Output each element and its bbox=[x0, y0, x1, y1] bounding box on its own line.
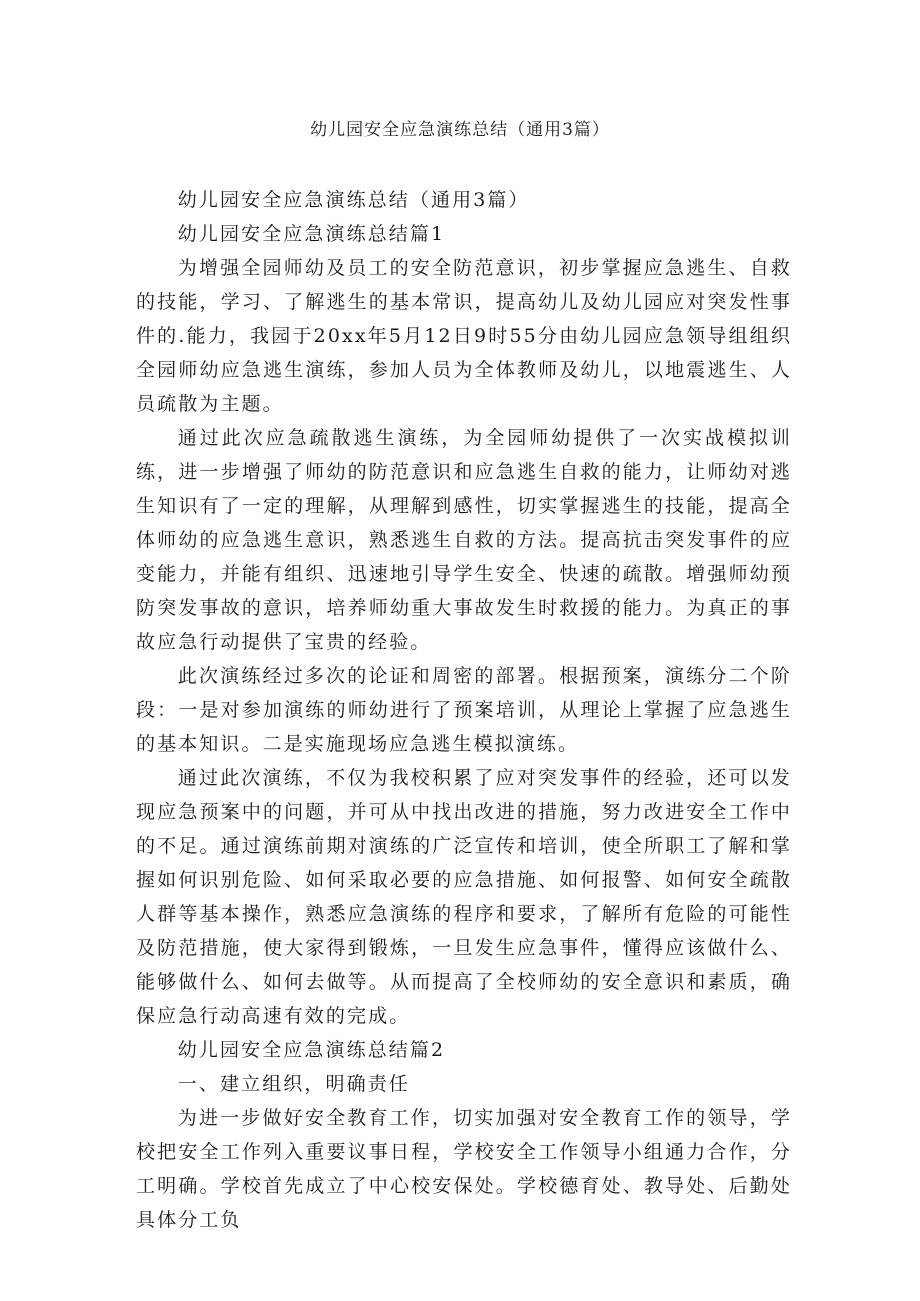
section-heading-1: 幼儿园安全应急演练总结篇1 bbox=[177, 223, 446, 245]
paragraph: 此次演练经过多次的论证和周密的部署。根据预案，演练分二个阶段：一是对参加演练的师幼进行了预案培训，从理论上掌握了应急逃生的基本知识。二是实施现场应急逃生模拟演练。 bbox=[136, 665, 792, 755]
paragraph: 为增强全园师幼及员工的安全防范意识，初步掌握应急逃生、自救的技能，学习、了解逃生的基本常识，提高幼儿及幼儿园应对突发性事件的.能力，我园于20xx年5月12日9时55分由幼儿园应急领导组组织全园师幼应急逃生演练，参加人员为全体教师及幼儿，以地震逃生、人员疏散为主题。 bbox=[136, 257, 792, 415]
paragraph: 为进一步做好安全教育工作，切实加强对安全教育工作的领导，学校把安全工作列入重要议事日程，学校安全工作领导小组通力合作，分工明确。学校首先成立了中心校安保处。学校德育处、教导处、后勤处具体分工负 bbox=[136, 1107, 792, 1231]
paragraph: 通过此次应急疏散逃生演练，为全园师幼提供了一次实战模拟训练，进一步增强了师幼的防范意识和应急逃生自救的能力，让师幼对逃生知识有了一定的理解，从理解到感性，切实掌握逃生的技能，提高全体师幼的应急逃生意识，熟悉逃生自救的方法。提高抗击突发事件的应变能力，并能有组织、迅速地引导学生安全、快速的疏散。增强师幼预防突发事故的意识，培养师幼重大事故发生时救援的能力。为真正的事故应急行动提供了宝贵的经验。 bbox=[136, 427, 792, 653]
document-title: 幼儿园安全应急演练总结（通用3篇） bbox=[310, 120, 610, 140]
section-heading-2: 幼儿园安全应急演练总结篇2 bbox=[177, 1039, 446, 1061]
document-body bbox=[136, 183, 792, 1237]
subsection-heading: 一、建立组织，明确责任 bbox=[177, 1073, 410, 1095]
subtitle: 幼儿园安全应急演练总结（通用3篇） bbox=[177, 189, 530, 211]
paragraph: 通过此次演练，不仅为我校积累了应对突发事件的经验，还可以发现应急预案中的问题，并可从中找出改进的措施，努力改进安全工作中的不足。通过演练前期对演练的广泛宣传和培训，使全所职工了解和掌握如何识别危险、如何采取必要的应急措施、如何报警、如何安全疏散人群等基本操作，熟悉应急演练的程序和要求，了解所有危险的可能性及防范措施，使大家得到锻炼，一旦发生应急事件，懂得应该做什么、能够做什么、如何去做等。从而提高了全校师幼的安全意识和素质，确保应急行动高速有效的完成。 bbox=[136, 767, 792, 1027]
